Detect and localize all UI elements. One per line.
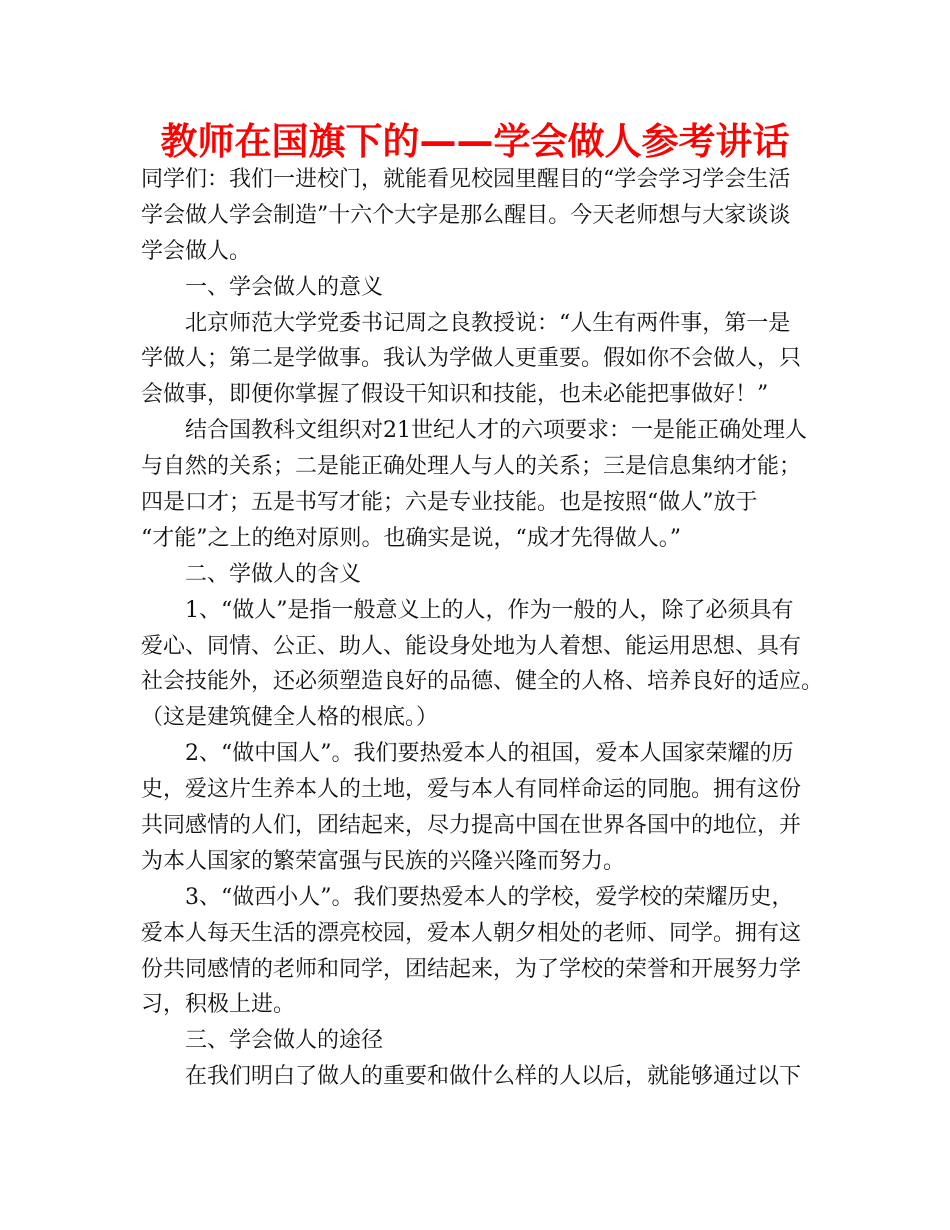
text-line: 爱心、同情、公正、助人、能设身处地为人着想、能运用思想、具有 [141,633,802,659]
text-line: 学做人；第二是学做事。我认为学做人更重要。假如你不会做人，只 [141,346,802,372]
document-body [141,162,824,1095]
text-line: 学会做人学会制造”十六个大字是那么醒目。今天老师想与大家谈谈 [141,202,791,228]
text-line: 会做事，即便你掌握了假设干知识和技能，也未必能把事做好！” [141,382,769,408]
text-line: 在我们明白了做人的重要和做什么样的人以后，就能够通过以下 [185,1064,802,1090]
text-line: 2、“做中国人”。我们要热爱本人的祖国，爱本人国家荣耀的历 [185,741,794,767]
text-line: 习，积极上进。 [141,992,296,1018]
text-line: 北京师范大学党委书记周之良教授说：“人生有两件事，第一是 [185,310,791,336]
text-line: 共同感情的人们，团结起来，尽力提高中国在世界各国中的地位，并 [141,813,802,839]
text-line: 一、学会做人的意义 [185,274,384,300]
text-line: 1、“做人”是指一般意义上的人，作为一般的人，除了必须具有 [185,597,794,623]
text-line: 为本人国家的繁荣富强与民族的兴隆兴隆而努力。 [141,848,626,874]
text-line: 二、学做人的含义 [185,561,362,587]
text-line: 社会技能外，还必须塑造良好的品德、健全的人格、培养良好的适应。 [141,669,824,695]
text-line: （这是建筑健全人格的根底。） [141,705,439,731]
text-line: 同学们：我们一进校门，就能看见校园里醒目的“学会学习学会生活 [141,167,791,192]
text-line: 学会做人。 [141,238,252,264]
text-line: 爱本人每天生活的漂亮校园，爱本人朝夕相处的老师、同学。拥有这 [141,920,802,946]
text-line: 四是口才；五是书写才能；六是专业技能。也是按照“做人”放于 [141,490,758,516]
text-line: 结合国教科文组织对21世纪人才的六项要求：一是能正确处理人 [185,418,807,444]
text-line: “才能”之上的绝对原则。也确实是说，“成才先得做人。” [141,525,681,551]
text-line: 3、“做西小人”。我们要热爱本人的学校，爱学校的荣耀历史， [185,884,794,910]
text-line: 份共同感情的老师和同学，团结起来，为了学校的荣誉和开展努力学 [141,956,802,982]
text-line: 三、学会做人的途径 [185,1028,384,1054]
text-line: 与自然的关系；二是能正确处理人与人的关系；三是信息集纳才能； [141,454,802,480]
document-title: 教师在国旗下的——学会做人参考讲话 [160,120,790,163]
text-line: 史，爱这片生养本人的土地，爱与本人有同样命运的同胞。拥有这份 [141,777,802,803]
